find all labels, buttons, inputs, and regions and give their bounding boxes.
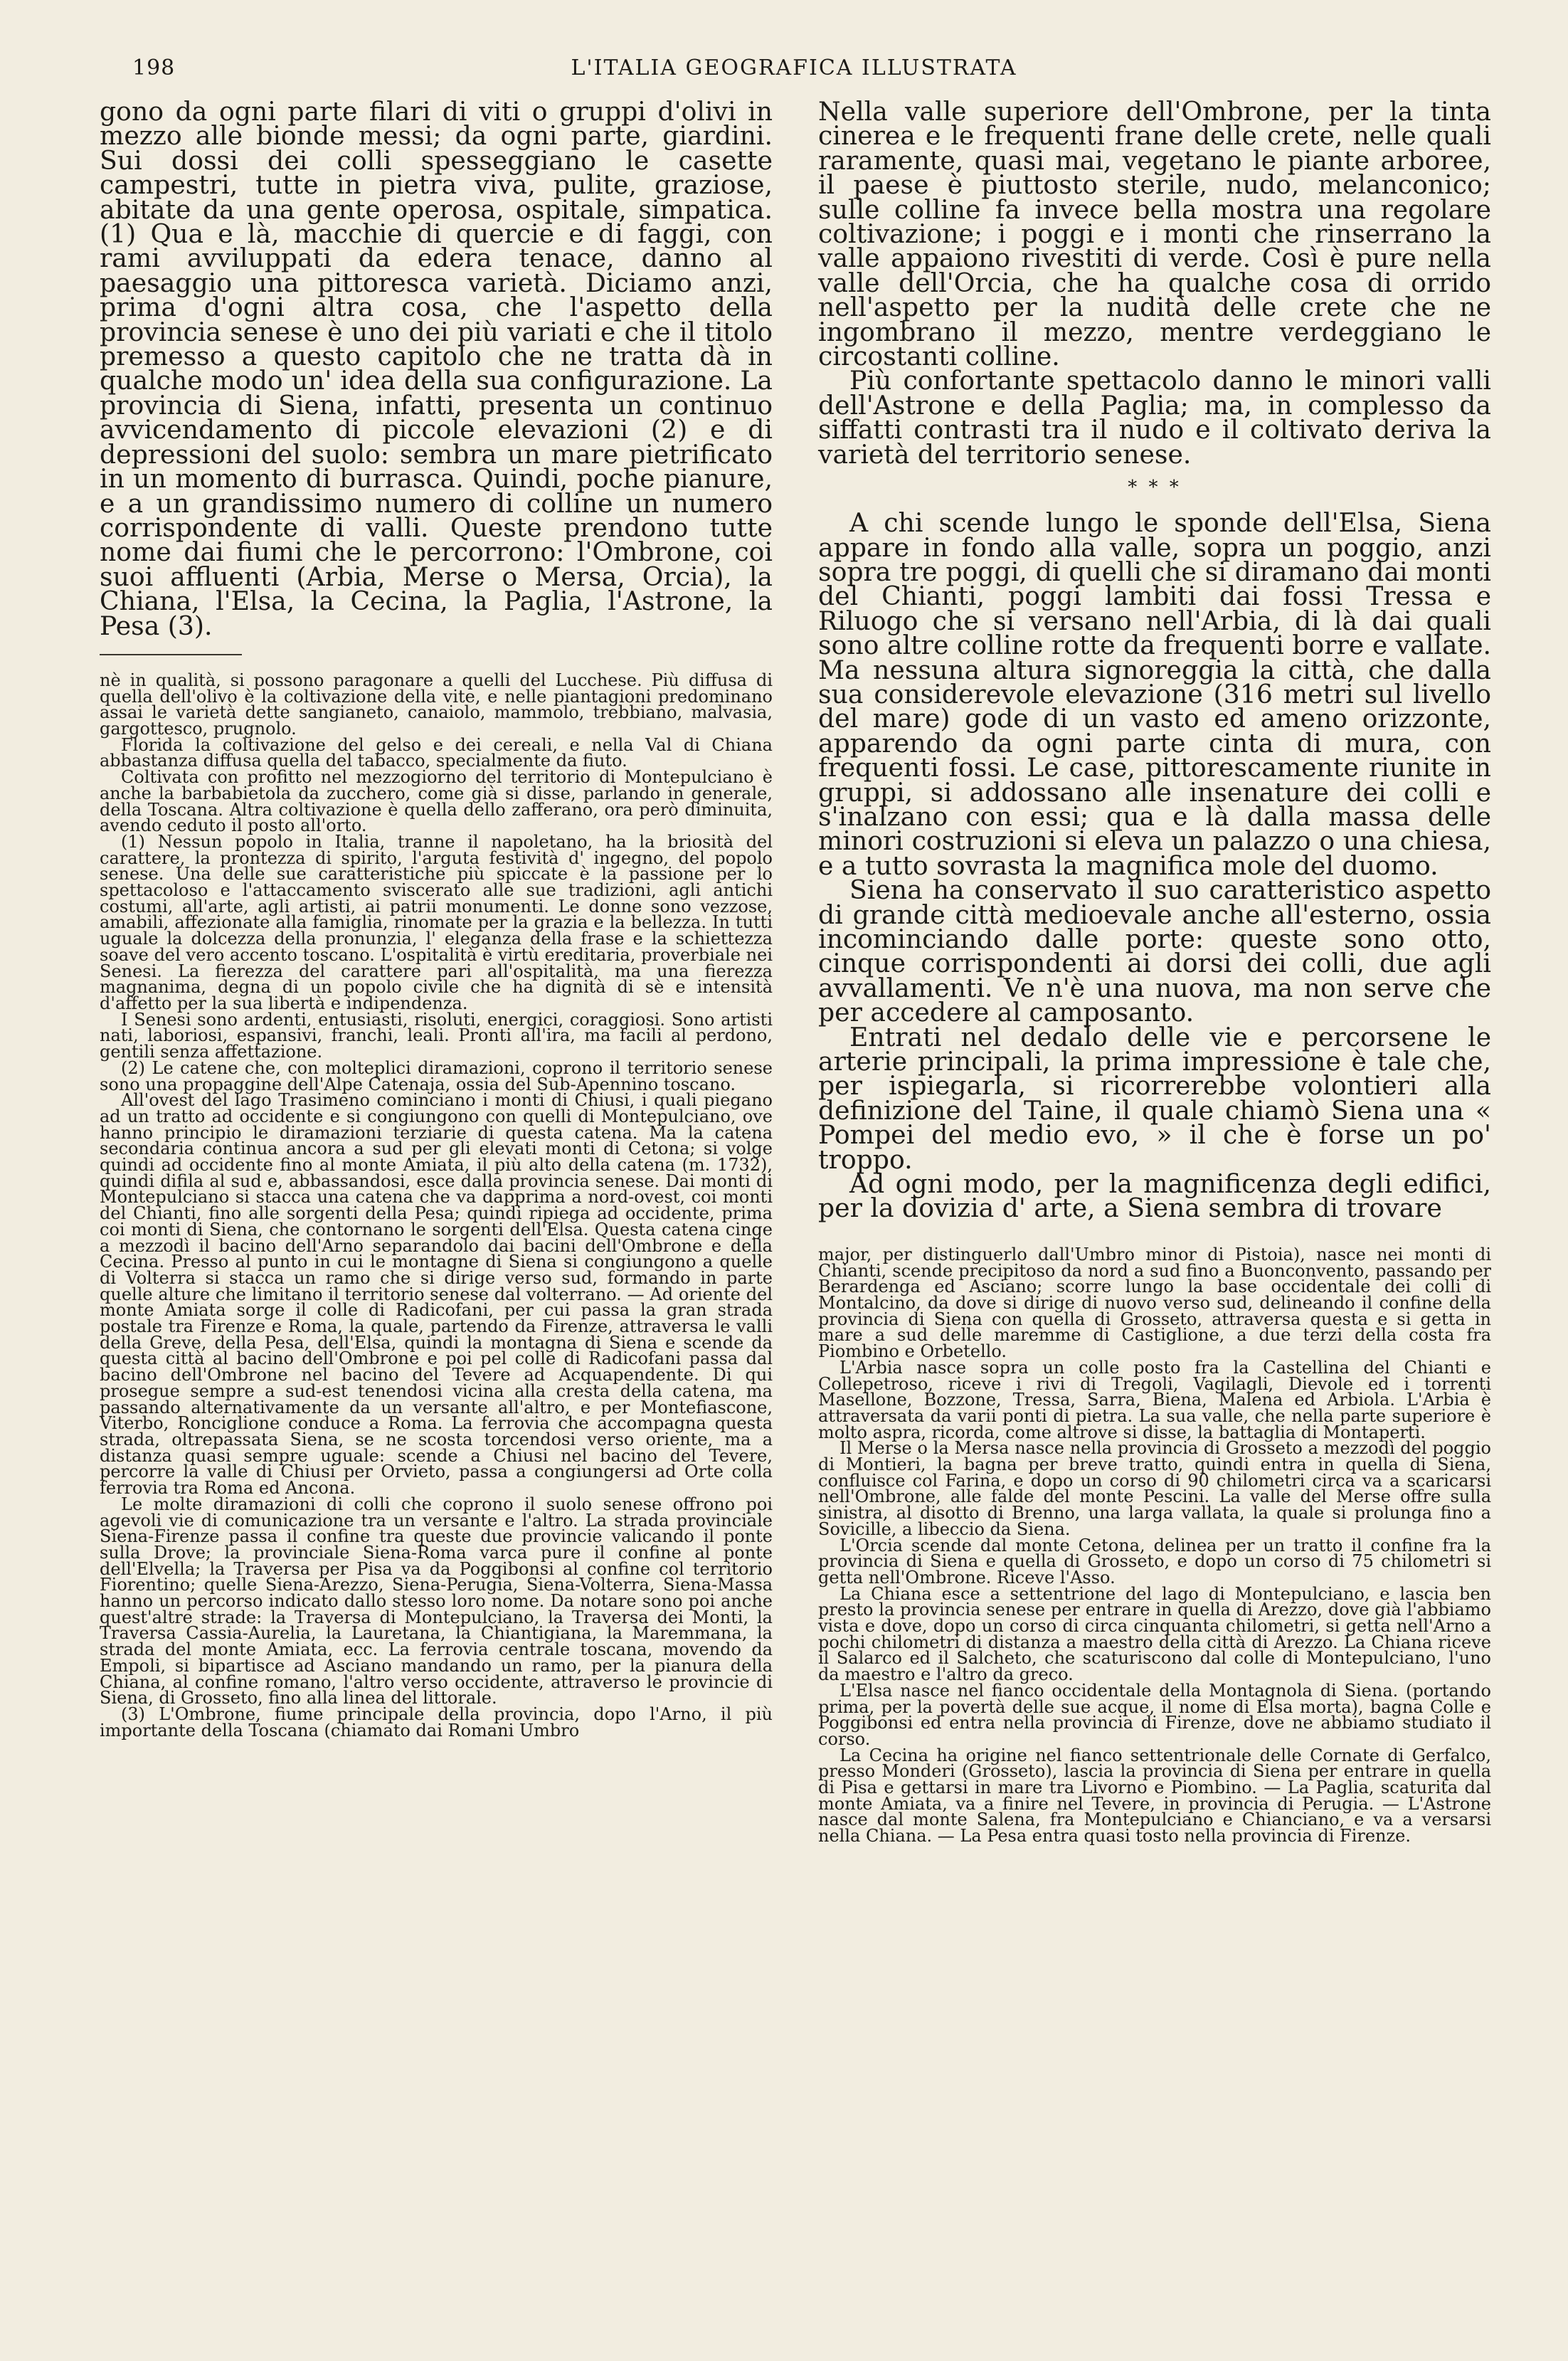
footnote-paragraph: Florida la coltivazione del gelso e dei cereali, e nella Val di Chiana abbastanza diffusa quella del tabacco, specialmente da fiuto. (100, 734, 773, 771)
footnote-2: (2) Le catene che, con molteplici diramazioni, coprono il territorio senese sono una propaggine dell'Alpe Catenaja, ossia del Sub-Apennino toscano. (100, 1057, 773, 1094)
footnote-paragraph: nè in qualità, si possono paragonare a quelli del Lucchese. Più diffusa di quella dell'olivo è la coltivazione della vite, e nelle piantagioni predominano assai le varietà dette sangianeto, canaiolo, mammolo, trebbiano, malvasia, gargottesco, prugnolo. (100, 670, 773, 739)
left-column (100, 96, 773, 1741)
right-footnotes (818, 1244, 1491, 1847)
footnote-paragraph: I Senesi sono ardenti, entusiasti, risoluti, energici, coraggiosi. Sono artisti nati, laboriosi, espansivi, franchi, leali. Pronti all'ira, ma facili al perdono, gentili senza affettazione. (100, 1009, 773, 1062)
footnote-3: (3) L'Ombrone, fiume principale della provincia, dopo l'Arno, il più importante della Toscana (chiamato dai Romani Umbro (100, 1704, 773, 1741)
footnote-paragraph: La Chiana esce a settentrione del lago di Montepulciano, e lascia ben presto la provincia senese per entrare in quella di Arezzo, dove già l'abbiamo vista e dove, dopo un corso di circa cinquanta chilometri, si getta nell'Arno a pochi chilometri di distanza a maestro della città di Arezzo. La Chiana riceve il Salarco ed il Salcheto, che scaturiscono dal colle di Montepulciano, l'uno da maestro e l'altro da greco. (818, 1583, 1491, 1685)
body-paragraph: Ad ogni modo, per la magnificenza degli edifici, per la dovizia d' arte, a Siena sembra di trovare (818, 1168, 1491, 1224)
left-footnotes (100, 670, 773, 1741)
body-paragraph: Più confortante spettacolo danno le minori valli dell'Astrone e della Paglia; ma, in complesso da siffatti contrasti tra il nudo e il coltivato deriva la varietà del territorio senese. (818, 365, 1491, 470)
footnote-paragraph: Coltivata con profitto nel mezzogiorno del territorio di Montepulciano è anche la barbabietola da zucchero, come già si disse, parlando in generale, della Toscana. Altra coltivazione è quella dello zafferano, ora però diminuita, avendo ceduto il posto all'orto. (100, 767, 773, 836)
body-paragraph: A chi scende lungo le sponde dell'Elsa, Siena appare in fondo alla valle, sopra un poggio, anzi sopra tre poggi, di quelli che si diramano dai monti del Chianti, poggi lambiti dai fossi Tressa e Riluogo che si versano nell'Arbia, di là dai quali sono altre colline rotte da frequenti borre e vallate. Ma nessuna altura signoreggia la città, che dalla sua considerevole elevazione (316 metri sul livello del mare) gode di un vasto ed ameno orizzonte, apparendo da ogni parte cinta di mura, con frequenti fossi. Le case, pittorescamente riunite in gruppi, si addossano alle insenature dei colli e s'inalzano con essi; qua e là dalla massa delle minori costruzioni si eleva un palazzo o una chiesa, e a tutto sovrasta la magnifica mole del duomo. (818, 507, 1491, 881)
body-paragraph: Siena ha conservato il suo caratteristico aspetto di grande città medioevale anche all'esterno, ossia incominciando dalle porte: queste sono otto, cinque corrispondenti ai dorsi dei colli, due agli avvallamenti. Ve n'è una nuova, ma non serve che per accedere al camposanto. (818, 875, 1491, 1028)
right-column (818, 96, 1491, 1847)
page-number: 198 (132, 56, 176, 80)
footnote-paragraph: L'Orcia scende dal monte Cetona, delinea per un tratto il confine fra la provincia di Siena e quella di Grosseto, e dopo un corso di 75 chilometri si getta nell'Ombrone. Riceve l'Asso. (818, 1535, 1491, 1588)
footnote-1: (1) Nessun popolo in Italia, tranne il napoletano, ha la briosità del carattere, la prontezza di spirito, l'arguta festività d' ingegno, del popolo senese. Una delle sue caratteristiche più spiccate è la passione per lo spettacoloso e l'attaccamento sviscerato alle sue tradizioni, agli antichi costumi, all'arte, agli artisti, ai patrii monumenti. Le donne sono vezzose, amabili, affezionate alla famiglia, rinomate per la grazia e la bellezza. In tutti uguale la dolcezza della pronunzia, l' eleganza della frase e la schiettezza soave del vero accento toscano. L'ospitalità è virtù ereditaria, proverbiale nei Senesi. La fierezza del carattere pari all'ospitalità, ma una fierezza magnanima, degna di un popolo civile che ha dignità di sè e intensità d'affetto per la sua libertà e indipendenza. (100, 831, 773, 1013)
left-body-text (100, 96, 773, 641)
body-paragraph: gono da ogni parte filari di viti o gruppi d'olivi in mezzo alle bionde messi; da ogni parte, giardini. Sui dossi dei colli spesseggiano le casette campestri, tutte in pietra viva, pulite, graziose, abitate da una gente operosa, ospitale, simpatica. (1) Qua e là, macchie di quercie e di faggi, con rami avviluppati da edera tenace, danno al paesaggio una pittoresca varietà. Diciamo anzi, prima d'ogni altra cosa, che l'aspetto della provincia senese è uno dei più variati e che il titolo premesso a questo capitolo che ne tratta dà in qualche modo un' idea della sua configurazione. La provincia di Siena, infatti, presenta un continuo avvicendamento di piccole elevazioni (2) e di depressioni del suolo: sembra un mare pietrificato in un momento di burrasca. Quindi, poche pianure, e a un grandissimo numero di colline un numero corrispondente di valli. Queste prendono tutte nome dai fiumi che le percorrono: l'Ombrone, coi suoi affluenti (Arbia, Merse o Mersa, Orcia), la Chiana, l'Elsa, la Cecina, la Paglia, l'Astrone, la Pesa (3). (100, 96, 773, 641)
footnote-paragraph: L'Arbia nasce sopra un colle posto fra la Castellina del Chianti e Collepetroso, riceve i rivi di Tregoli, Vagilagli, Dievole ed i torrenti Masellone, Bozzone, Tressa, Sarra, Biena, Malena ed Arbiola. L'Arbia è attraversata da varii ponti di pietra. La sua valle, che nella parte superiore è molto aspra, ricorda, come altrove si disse, la battaglia di Montaperti. (818, 1357, 1491, 1442)
right-body-text-bottom (818, 507, 1491, 1224)
footnote-rule (100, 654, 242, 655)
section-separator: * * * (1128, 477, 1182, 499)
footnote-paragraph: La Cecina ha origine nel fianco settentrionale delle Cornate di Gerfalco, presso Monderi (Grosseto), lascia la provincia di Siena per entrare in quella di Pisa e gettarsi in mare tra Livorno e Piombino. — La Paglia, scaturita dal monte Amiata, va a finire nel Tevere, in provincia di Perugia. — L'Astrone nasce dal monte Salena, fra Montepulciano e Chianciano, e va a versarsi nella Chiana. — La Pesa entra quasi tosto nella provincia di Firenze. (818, 1745, 1491, 1847)
footnote-paragraph: L'Elsa nasce nel fianco occidentale della Montagnola di Siena. (portando prima, per la povertà delle sue acque, il nome di Elsa morta), bagna Colle e Poggibonsi ed entra nella provincia di Firenze, dove ne abbiamo studiato il corso. (818, 1680, 1491, 1749)
running-title: L'ITALIA GEOGRAFICA ILLUSTRATA (571, 56, 1017, 80)
footnote-paragraph: Il Merse o la Mersa nasce nella provincia di Grosseto a mezzodì del poggio di Montieri, la bagna per breve tratto, quindi entra in quella di Siena, confluisce col Farina, e dopo un corso di 90 chilometri circa va a scaricarsi nell'Ombrone, alle falde del monte Pescini. La valle del Merse offre sulla sinistra, al disotto di Brenno, una larga vallata, la quale si prolunga fino a Sovicille, a libeccio da Siena. (818, 1438, 1491, 1539)
footnote-paragraph: major, per distinguerlo dall'Umbro minor di Pistoia), nasce nei monti di Chianti, scende precipitoso da nord a sud fino a Buonconvento, passando per Berardenga ed Asciano; scorre lungo la base occidentale dei colli di Montalcino, da dove si dirige di nuovo verso sud, delineando il confine della provincia di Siena con quella di Grosseto, attraversa questa e si getta in mare a sud delle maremme di Castiglione, a due terzi della costa fra Piombino e Orbetello. (818, 1244, 1491, 1362)
footnote-paragraph: Le molte diramazioni di colli che coprono il suolo senese offrono poi agevoli vie di comunicazione tra un versante e l'altro. La strada provinciale Siena-Firenze passa il confine tra queste due provincie valicando il ponte sulla Drove; la provinciale Siena-Roma varca pure il confine al ponte dell'Elvella; la Traversa per Pisa va da Poggibonsi al confine col territorio Fiorentino; quelle Siena-Arezzo, Siena-Perugia, Siena-Volterra, Siena-Massa hanno un percorso indicato dallo stesso loro nome. Da notare sono poi anche quest'altre strade: la Traversa di Montepulciano, la Traversa dei Monti, la Traversa Cassia-Aurelia, la Lauretana, la Chiantigiana, la Maremmana, la strada del monte Amiata, ecc. La ferrovia centrale toscana, movendo da Empoli, si bipartisce ad Asciano mandando un ramo, per la pianura della Chiana, al confine romano, l'altro verso occidente, attraverso le provincie di Siena, di Grosseto, fino alla linea del littorale. (100, 1494, 773, 1708)
body-paragraph: Entrati nel dedalo delle vie e percorsene le arterie principali, la prima impressione è tale che, per ispiegarla, si ricorrerebbe volontieri alla definizione del Taine, il quale chiamò Siena una « Pompei del medio evo, » il che è forse un po' troppo. (818, 1021, 1491, 1175)
right-body-text-top (818, 96, 1491, 470)
footnote-paragraph: All'ovest del lago Trasimeno cominciano i monti di Chiusi, i quali piegano ad un tratto ad occidente e si congiungono con quelli di Montepulciano, ove hanno principio le diramazioni terziarie di questa catena. Ma la catena secondaria continua ancora a sud per gli elevati monti di Cetona; si volge quindi ad occidente fino al monte Amiata, il più alto della catena (m. 1732), quindi difila al sud e, abbassandosi, esce dalla provincia senese. Dai monti di Montepulciano si stacca una catena che va dapprima a nord-ovest, coi monti del Chianti, fino alle sorgenti della Pesa; quindi ripiega ad occidente, prima coi monti di Siena, che contornano le sorgenti dell'Elsa. Questa catena cinge a mezzodì il bacino dell'Arno separandolo dai bacini dell'Ombrone e della Cecina. Presso al punto in cui le montagne di Siena si congiungono a quelle di Volterra si stacca un ramo che si dirige verso sud, formando in parte quelle alture che limitano il territorio senese dal volterrano. — Ad oriente del monte Amiata sorge il colle di Radicofani, per cui passa la gran strada postale tra Firenze e Roma, la quale, partendo da Firenze, attraversa le valli della Greve, della Pesa, dell'Elsa, quindi la montagna di Siena e scende da questa città al bacino dell'Ombrone e poi pel colle di Radicofani passa dal bacino dell'Ombrone nel bacino del Tevere ad Acquapendente. Di qui prosegue sempre a sud-est tenendosi vicina alla cresta della catena, ma passando alternativamente da un versante all'altro, e per Montefiascone, Viterbo, Ronciglione conduce a Roma. La ferrovia che accompagna questa strada, oltrepassata Siena, se ne scosta torcendosi verso oriente, ma a distanza quasi sempre uguale: scende a Chiusi nel bacino del Tevere, percorre la valle di Chiusi per Orvieto, passa a congiungersi ad Orte colla ferrovia tra Roma ed Ancona. (100, 1090, 773, 1499)
body-paragraph: Nella valle superiore dell'Ombrone, per la tinta cinerea e le frequenti frane delle crete, nelle quali raramente, quasi mai, vegetano le piante arboree, il paese è piuttosto sterile, nudo, melanconico; sulle colline fa invece bella mostra una regolare coltivazione; i poggi e i monti che rinserrano la valle appaiono rivestiti di verde. Così è pure nella valle dell'Orcia, che ha qualche cosa di orrido nell'aspetto per la nudità delle crete che ne ingombrano il mezzo, mentre verdeggiano le circostanti colline. (818, 96, 1491, 372)
page-header (132, 56, 1456, 87)
